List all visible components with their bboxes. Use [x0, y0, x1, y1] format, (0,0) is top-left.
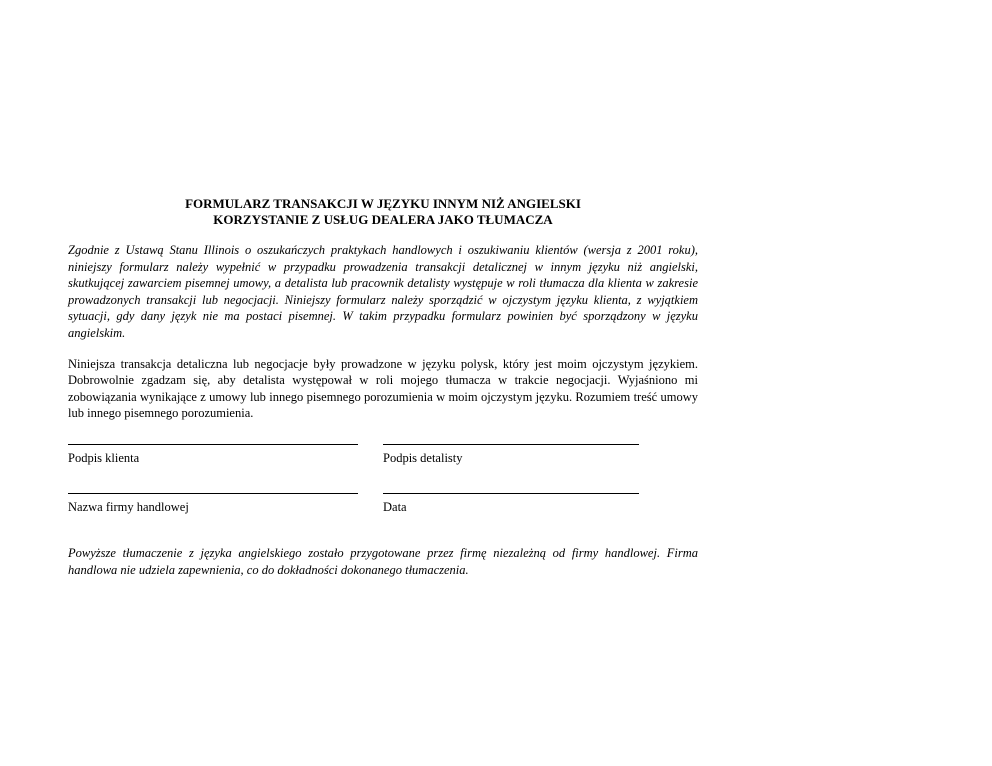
date-line: [383, 493, 639, 494]
customer-signature-label: Podpis klienta: [68, 450, 140, 465]
date-field[interactable]: [383, 493, 639, 515]
dealer-signature-line: [383, 444, 639, 445]
customer-signature-line: [68, 444, 358, 445]
form-title-line-2: KORZYSTANIE Z USŁUG DEALERA JAKO TŁUMACZA: [213, 212, 553, 227]
signature-row-1: [68, 444, 698, 493]
dealer-signature-field[interactable]: [383, 444, 639, 466]
dealer-name-line: [68, 493, 358, 494]
translation-disclaimer: Powyższe tłumaczenie z języka angielskiego zostało przygotowane przez firmę niezależną od firmy handlowej. Firma handlowa nie udziela zapewnienia, co do dokładności dokonanego tłumaczenia.: [68, 545, 698, 577]
form-document: [68, 196, 698, 578]
date-label: Data: [383, 499, 407, 514]
dealer-signature-label: Podpis detalisty: [383, 450, 463, 465]
dealer-name-label: Nazwa firmy handlowej: [68, 499, 189, 514]
customer-signature-field[interactable]: [68, 444, 358, 466]
form-title-line-1: FORMULARZ TRANSAKCJI W JĘZYKU INNYM NIŻ ANGIELSKI: [185, 196, 581, 211]
dealer-name-field[interactable]: [68, 493, 358, 515]
form-title: [68, 196, 698, 228]
signature-row-2: [68, 493, 698, 542]
intro-paragraph: Zgodnie z Ustawą Stanu Illinois o oszukańczych praktykach handlowych i oszukiwaniu klientów (wersja z 2001 roku), niniejszy formularz należy wypełnić w przypadku prowadzenia transakcji detalicznej w innym języku niż angielski, skutkującej zawarciem pisemnej umowy, a detalista lub pracownik detalisty występuje w roli tłumacza dla klienta w zakresie prowadzonych transakcji lub negocjacji. Niniejszy formularz należy sporządzić w ojczystym języku klienta, z wyjątkiem sytuacji, gdy dany język nie ma postaci pisemnej. W takim przypadku formularz powinien być sporządzony w języku angielskim.: [68, 243, 698, 340]
consent-paragraph: Niniejsza transakcja detaliczna lub negocjacje były prowadzone w języku polysk, który jest moim ojczystym językiem. Dobrowolnie zgadzam się, aby detalista występował w roli mojego tłumacza w trakcie negocjacji. Wyjaśniono mi zobowiązania wynikające z umowy lub innego pisemnego porozumienia w moim ojczystym języku. Rozumiem treść umowy lub innego pisemnego porozumienia.: [68, 356, 698, 421]
